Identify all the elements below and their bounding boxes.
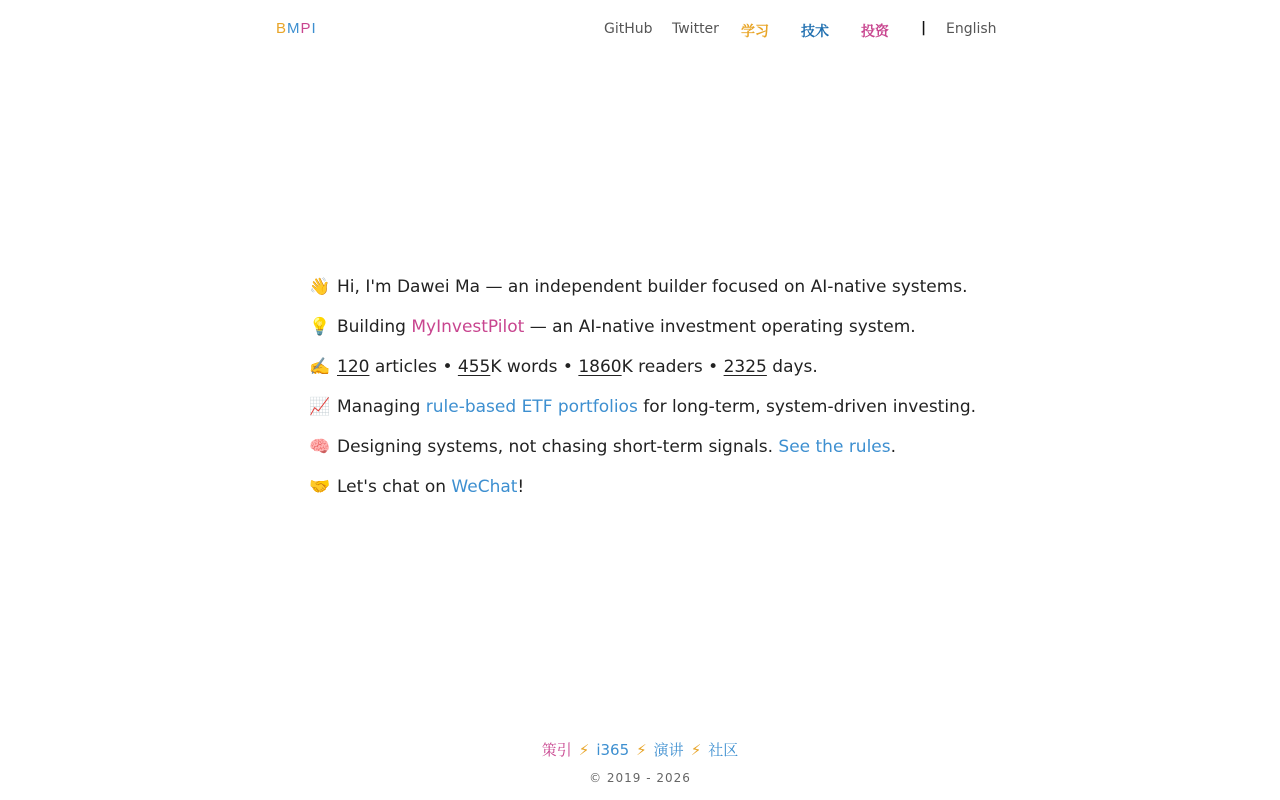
handshake-icon: 🤝 <box>309 477 331 497</box>
designing-prefix: Designing systems, not chasing short-term signals. <box>337 437 779 457</box>
intro-section <box>309 275 989 515</box>
nav-twitter-link[interactable]: Twitter <box>672 21 719 37</box>
lightning-icon: ⚡ <box>636 741 647 759</box>
chat-suffix: ! <box>517 477 525 497</box>
building-prefix: Building <box>337 317 412 337</box>
see-the-rules-link[interactable]: See the rules <box>778 437 891 457</box>
nav-separator: | <box>921 20 927 36</box>
managing-suffix: for long-term, system-driven investing. <box>637 397 977 417</box>
chat-prefix: Let's chat on <box>337 477 452 497</box>
etf-portfolios-link[interactable]: rule-based ETF portfolios <box>425 397 638 417</box>
nav-invest-link[interactable]: 投资 <box>861 24 889 40</box>
footer-link-i365[interactable]: i365 <box>596 741 630 759</box>
nav-learn-link[interactable]: 学习 <box>741 24 769 40</box>
intro-line-chat <box>309 475 989 515</box>
logo-letter-i: I <box>311 20 317 37</box>
intro-line-managing <box>309 395 989 435</box>
lightning-icon: ⚡ <box>690 741 702 759</box>
logo-letter-b: B <box>276 20 288 37</box>
waving-hand-icon: 👋 <box>309 277 331 297</box>
words-count: 455 <box>457 357 491 377</box>
lightbulb-icon: 💡 <box>309 317 331 337</box>
writing-hand-icon: ✍️ <box>309 357 331 377</box>
words-label: K words • <box>490 357 579 377</box>
wechat-link[interactable]: WeChat <box>451 477 518 497</box>
building-suffix: — an AI-native investment operating system. <box>524 317 916 337</box>
footer-link-ceyin[interactable]: 策引 <box>541 741 572 759</box>
copyright-text: © 2019 - 2026 <box>589 771 691 785</box>
lightning-icon: ⚡ <box>578 741 590 759</box>
myinvestpilot-link[interactable]: MyInvestPilot <box>411 317 525 337</box>
days-count: 2325 <box>723 357 767 377</box>
top-nav <box>0 20 1280 40</box>
articles-count: 120 <box>337 357 370 377</box>
days-label: days. <box>766 357 818 377</box>
footer-link-talks[interactable]: 演讲 <box>653 741 684 759</box>
managing-prefix: Managing <box>337 397 426 417</box>
intro-line-designing <box>309 435 989 475</box>
designing-suffix: . <box>890 437 897 457</box>
nav-tech-link[interactable]: 技术 <box>801 24 829 40</box>
intro-line-stats <box>309 355 989 395</box>
articles-label: articles • <box>369 357 458 377</box>
greeting-text: Hi, I'm Dawei Ma — an independent builder focused on AI-native systems. <box>337 277 968 297</box>
brain-icon: 🧠 <box>309 437 331 457</box>
intro-line-greeting <box>309 275 989 315</box>
nav-github-link[interactable]: GitHub <box>604 21 653 37</box>
chart-increasing-icon: 📈 <box>309 397 331 417</box>
footer-links <box>0 739 1280 760</box>
logo-letter-p: P <box>300 20 312 37</box>
logo-letter-m: M <box>287 20 301 37</box>
readers-count: 1860 <box>578 357 622 377</box>
readers-label: K readers • <box>621 357 724 377</box>
intro-line-building <box>309 315 989 355</box>
footer-link-community[interactable]: 社区 <box>708 741 739 759</box>
nav-language-link[interactable]: English <box>946 21 997 37</box>
